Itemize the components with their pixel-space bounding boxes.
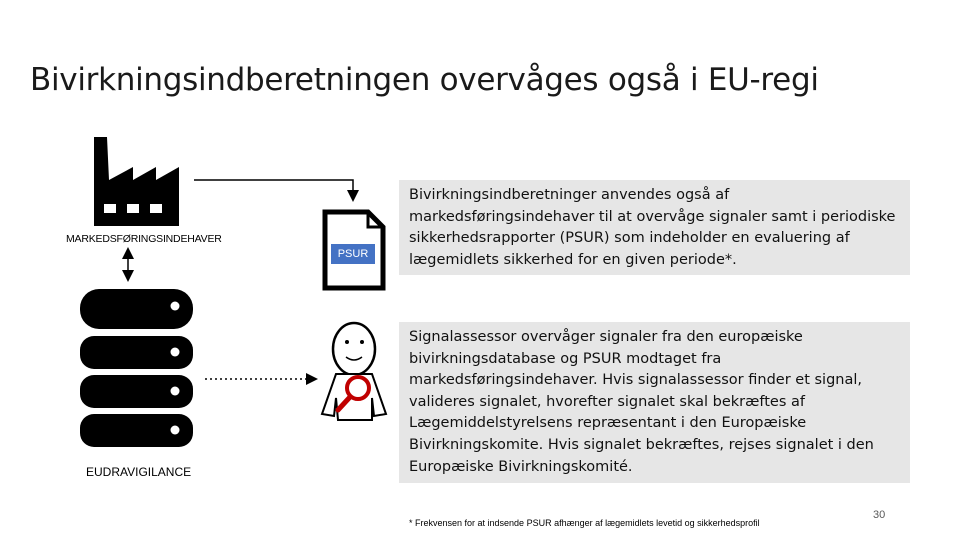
mah-label: MARKEDSFØRINGSINDEHAVER: [66, 233, 222, 245]
person-icon: [322, 323, 386, 420]
info-box-bottom: Signalassessor overvåger signaler fra den europæiske bivirkningsdatabase og PSUR modtaget fra markedsføringsindehaver. Hvis signalassessor finder et signal, valideres signalet, hvorefter signalet skal bekræftes af Lægemiddelstyrelsens repræsentant i den Europæiske Bivirkningskomite. Hvis signalet bekræftes, rejses signalet i den Europæiske Bivirkningskomité.: [399, 322, 910, 483]
footnote: * Frekvensen for at indsende PSUR afhænger af lægemidlets levetid og sikkerhedsprofil: [409, 518, 760, 528]
eudravigilance-label: EUDRAVIGILANCE: [86, 465, 192, 479]
database-icon: [80, 289, 193, 447]
psur-badge: PSUR: [331, 244, 375, 264]
factory-icon: [94, 137, 179, 226]
page-number: 30: [873, 509, 886, 521]
factory-to-psur-arrow: [194, 180, 353, 199]
info-box-top: Bivirkningsindberetninger anvendes også af markedsføringsindehaver til at overvåge signaler samt i periodiske sikkerhedsrapporter (PSUR) som indeholder en evaluering af lægemidlets sikkerhed for en given periode*.: [399, 180, 910, 275]
slide-title: Bivirkningsindberetningen overvåges også i EU-regi: [30, 62, 819, 98]
